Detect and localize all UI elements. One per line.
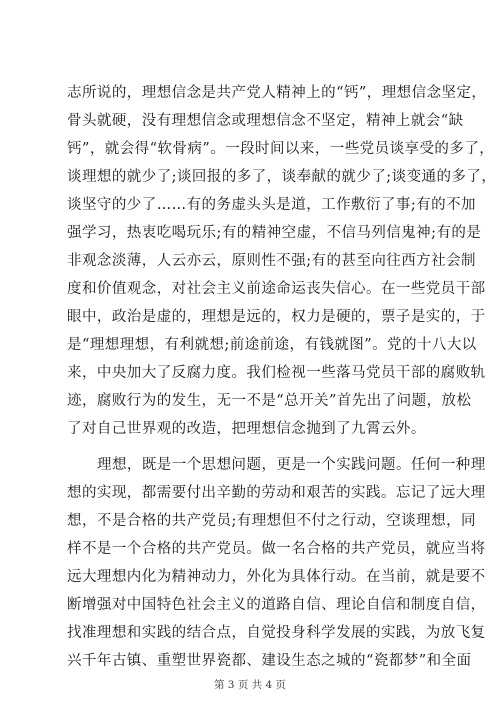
text-line: 骨头就硬，没有理想信念或理想信念不坚定，精神上就会“缺: [67, 113, 464, 129]
text-line: 断增强对中国特色社会主义的道路自信、理论自信和制度自信，: [67, 597, 486, 613]
text-line: 兴千年古镇、重塑世界瓷都、建设生态之城的“瓷都梦”和全面: [67, 653, 472, 669]
paragraph-first-line: 理想，既是一个思想问题，更是一个实践问题。任何一种理: [97, 457, 486, 473]
text-line: 远大理想内化为精神动力，外化为具体行动。在当前，就是要不: [67, 569, 486, 585]
text-line: 谈坚守的少了……有的务虚头头是道，工作敷衍了事;有的不加: [67, 197, 476, 213]
text-line: 是“理想理想，有利就想;前途前途，有钱就图”。党的十八大以: [67, 337, 477, 353]
text-line: 了对自己世界观的改造，把理想信念抛到了九霄云外。: [67, 421, 426, 437]
text-line: 度和价值观念，对社会主义前途命运丧失信心。在一些党员干部: [67, 281, 486, 297]
text-line: 迹，腐败行为的发生，无一不是“总开关”首先出了问题，放松: [67, 393, 472, 409]
text-line: 找准理想和实践的结合点，自觉投身科学发展的实践，为放飞复: [67, 625, 486, 641]
text-line: 样不是一个合格的共产党员。做一名合格的共产党员，就应当将: [67, 541, 486, 557]
text-line: 强学习，热衷吃喝玩乐;有的精神空虚，不信马列信鬼神;有的是: [67, 225, 482, 241]
text-line: 志所说的，理想信念是共产党人精神上的“钙”，理想信念坚定，: [67, 85, 487, 101]
text-line: 谈理想的就少了;谈回报的多了，谈奉献的就少了;谈变通的多了，: [67, 169, 497, 185]
text-line: 想，不是合格的共产党员;有理想但不付之行动，空谈理想，同: [67, 513, 476, 529]
text-line: 非观念淡薄，人云亦云，原则性不强;有的甚至向往西方社会制: [67, 253, 476, 269]
text-line: 想的实现，都需要付出辛勤的劳动和艰苦的实践。忘记了远大理: [67, 485, 486, 501]
text-line: 眼中，政治是虚的，理想是远的，权力是硬的，票子是实的，于: [67, 309, 486, 325]
text-line: 钙”，就会得“软骨病”。一段时间以来，一些党员谈享受的多了，: [67, 141, 495, 157]
text-line: 来，中央加大了反腐力度。我们检视一些落马党员干部的腐败轨: [67, 365, 486, 381]
page-number-footer: 第 3 页 共 4 页: [213, 679, 287, 691]
